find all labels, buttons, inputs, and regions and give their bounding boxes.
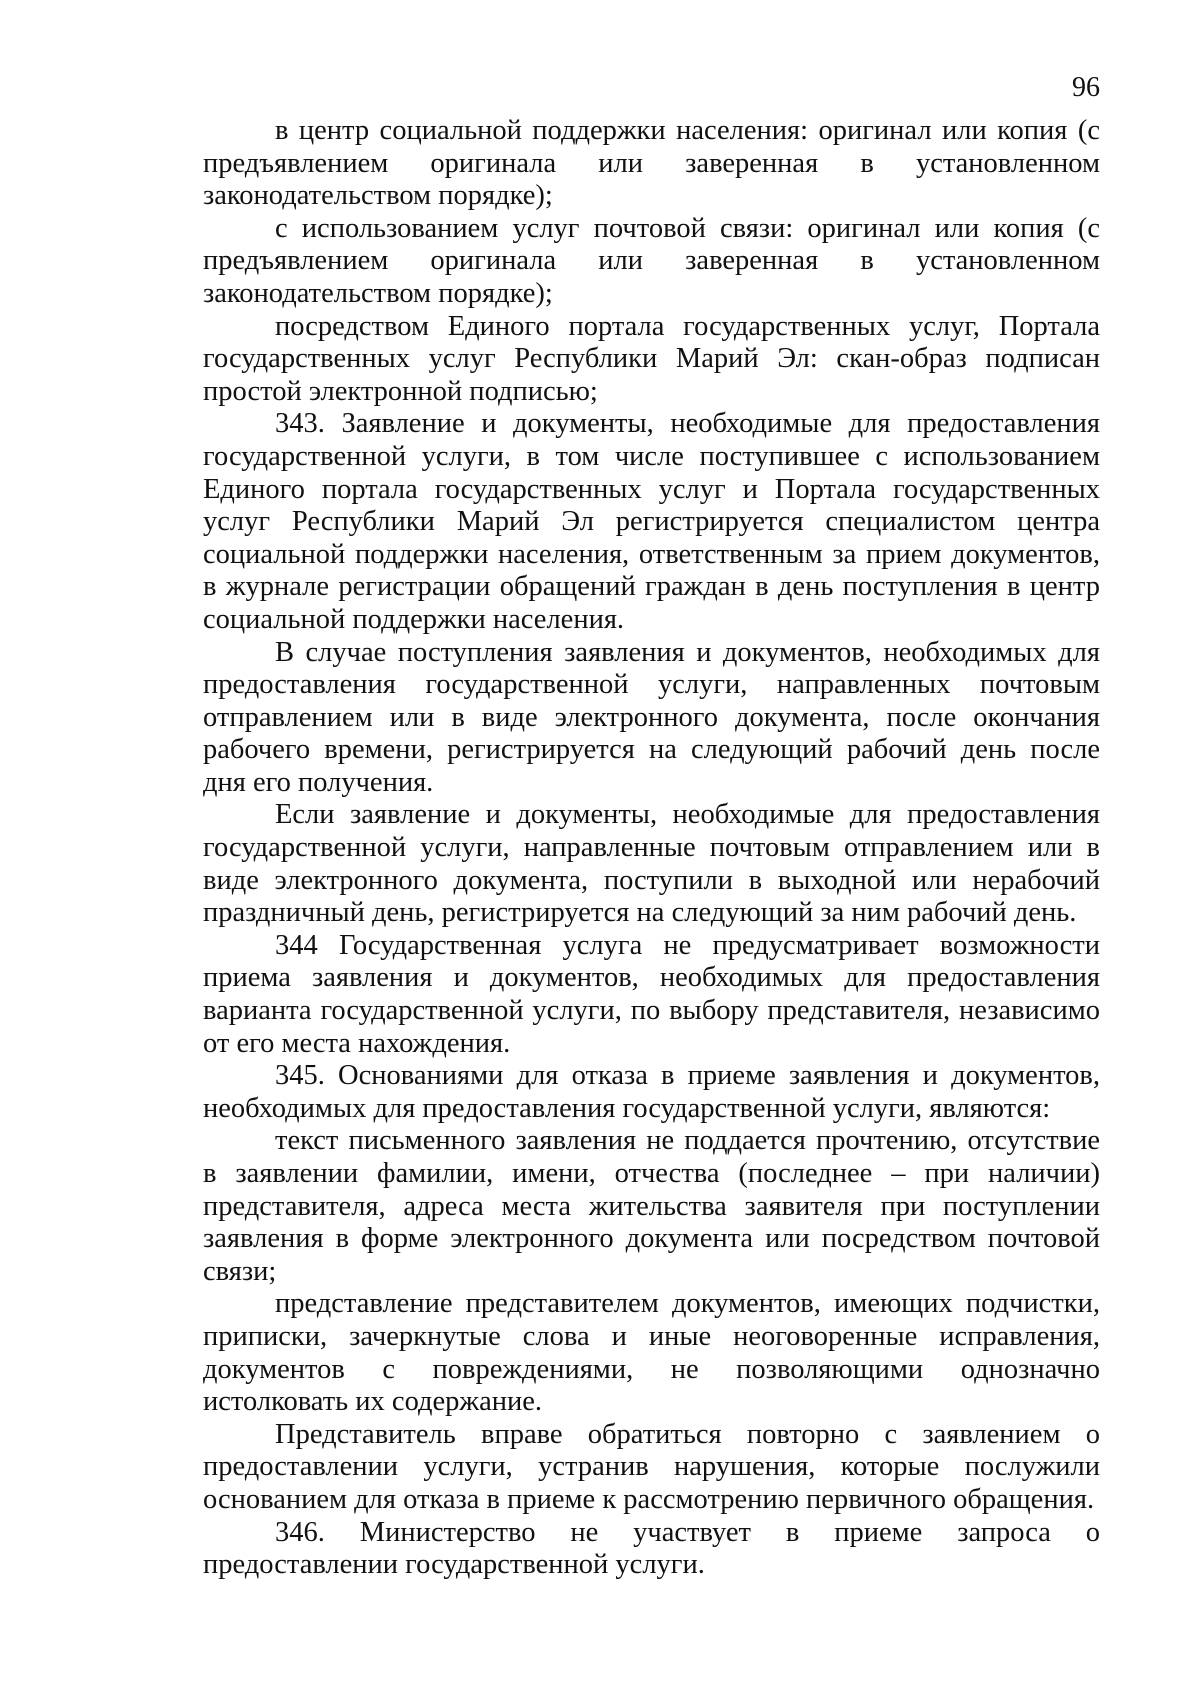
paragraph-holiday-registration: Если заявление и документы, необходимые для предоставления государственной услуги, направленные почтовым отправлением или в виде электронного документа, поступили в выходной или нерабочий праздничный день, регистрируется на следующий за ним рабочий день. [203,799,1100,929]
document-body [203,115,1100,1582]
paragraph-submission-post: с использованием услуг почтовой связи: оригинал или копия (с предъявлением оригинала или заверенная в установленном законодательством порядке); [203,212,1100,309]
paragraph-submission-center: в центр социальной поддержки населения: оригинал или копия (с предъявлением оригинала или заверенная в установленном законодательством порядке); [203,115,1100,212]
paragraph-refusal-unreadable: текст письменного заявления не поддается прочтению, отсутствие в заявлении фамилии, имени, отчества (последнее – при наличии) представителя, адреса места жительства заявителя при поступлении заявления в форме электронного документа или посредством почтовой связи; [203,1125,1100,1287]
paragraph-repeat-application: Представитель вправе обратиться повторно с заявлением о предоставлении услуги, устранив нарушения, которые послужили основанием для отказа в приеме к рассмотрению первичного обращения. [203,1418,1100,1515]
page-number: 96 [1072,72,1100,103]
paragraph-346-ministry: 346. Министерство не участвует в приеме запроса о предоставлении государственной услуги. [203,1516,1100,1581]
paragraph-343-registration: 343. Заявление и документы, необходимые для предоставления государственной услуги, в том числе поступившее с использованием Единого портала государственных услуг и Портала государственных услуг Республики Марий Эл регистрируется специалистом центра социальной поддержки населения, ответственным за прием документов, в журнале регистрации обращений граждан в день поступления в центр социальной поддержки населения. [203,408,1100,635]
paragraph-after-hours-registration: В случае поступления заявления и документов, необходимых для предоставления государственной услуги, направленных почтовым отправлением или в виде электронного документа, после окончания рабочего времени, регистрируется на следующий рабочий день после дня его получения. [203,636,1100,798]
paragraph-refusal-damaged-documents: представление представителем документов, имеющих подчистки, приписки, зачеркнутые слова и иные неоговоренные исправления, документов с повреждениями, не позволяющими однозначно истолковать их содержание. [203,1288,1100,1418]
paragraph-submission-portal: посредством Единого портала государственных услуг, Портала государственных услуг Республики Марий Эл: скан-образ подписан простой электронной подписью; [203,310,1100,407]
paragraph-345-refusal-grounds: 345. Основаниями для отказа в приеме заявления и документов, необходимых для предоставления государственной услуги, являются: [203,1060,1100,1124]
paragraph-344-extraterritorial: 344 Государственная услуга не предусматривает возможности приема заявления и документов, необходимых для предоставления варианта государственной услуги, по выбору представителя, независимо от его места нахождения. [203,929,1100,1059]
